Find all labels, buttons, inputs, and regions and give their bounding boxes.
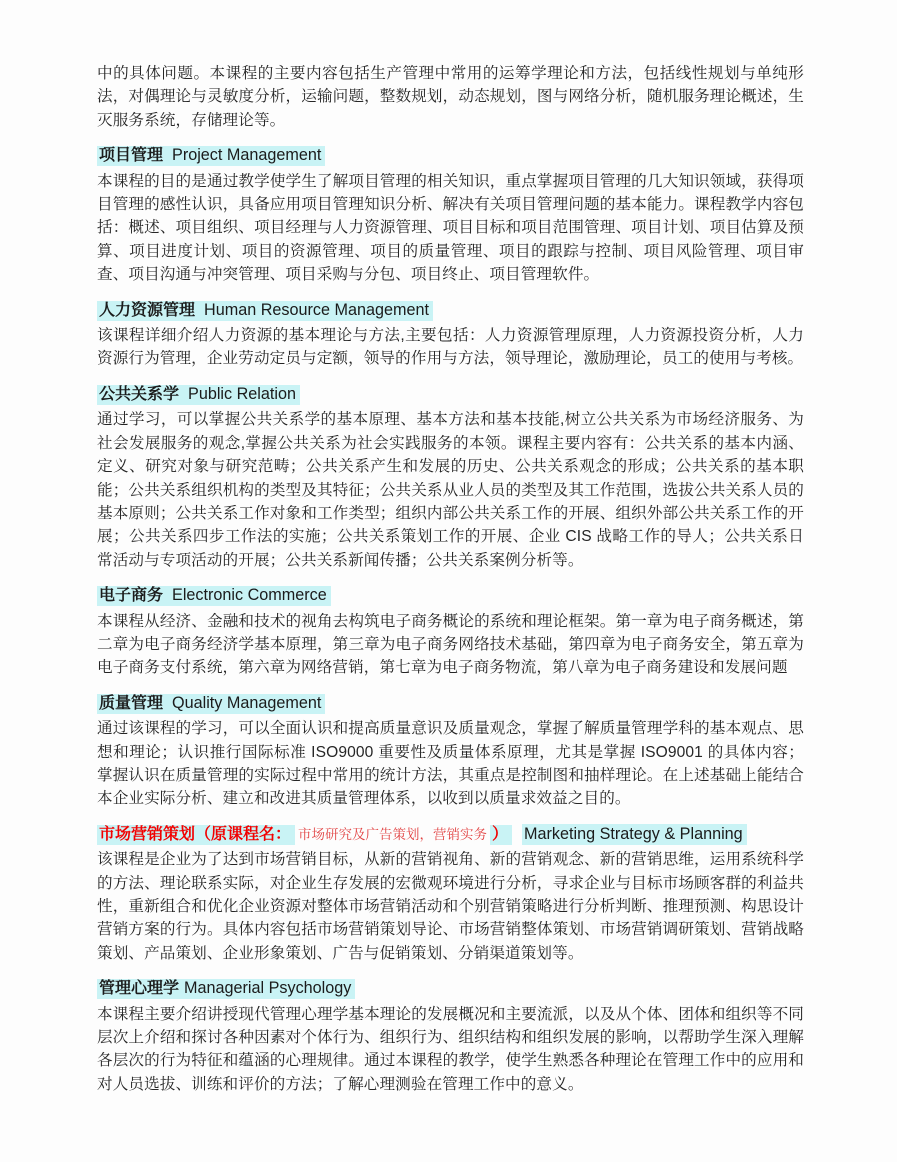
course-heading: [97, 144, 804, 167]
course-description: 本课程主要介绍讲授现代管理心理学基本理论的发展概况和主要流派，以及从个体、团体和组织等不同层次上介绍和探讨各种因素对个体行为、组织行为、组织结构和组织发展的影响，以帮助学生深入理解各层次的行为特征和蕴涵的心理规律。通过本课程的教学，使学生熟悉各种理论在管理工作中的应用和对人员选拔、训练和评价的方法；了解心理测验在管理工作中的意义。: [97, 1005, 804, 1093]
course-title-en: Marketing Strategy & Planning: [522, 824, 747, 845]
course-heading: [97, 692, 804, 715]
course-heading: [97, 977, 804, 1000]
course-title-en: Human Resource Management: [204, 300, 429, 319]
section-e-commerce: [97, 584, 804, 680]
course-title-zh: 市场营销策划（原课程名：: [97, 825, 295, 845]
course-heading: [97, 823, 804, 846]
course-title-zh: 管理心理学: [99, 980, 180, 998]
course-description: 该课程详细介绍人力资源的基本理论与方法,主要包括：人力资源管理原理，人力资源投资分析，人力资源行为管理，企业劳动定员与定额，领导的作用与方法，领导理论，激励理论，员工的使用与考核。: [97, 327, 804, 368]
course-title-zh: 电子商务: [99, 587, 164, 605]
course-description: 本课程的目的是通过教学使学生了解项目管理的相关知识，重点掌握项目管理的几大知识领域，获得项目管理的感性认识，具备应用项目管理知识分析、解决有关项目管理问题的基本能力。课程教学内容包括：概述、项目组织、项目经理与人力资源管理、项目目标和项目范围管理、项目计划、项目估算及预算、项目进度计划、项目的资源管理、项目的质量管理、项目的跟踪与控制、项目风险管理、项目审查、项目沟通与冲突管理、项目采购与分包、项目终止、项目管理软件。: [97, 172, 804, 284]
course-title-en: Public Relation: [188, 384, 296, 403]
course-heading: [97, 383, 804, 406]
heading-highlight: [97, 146, 325, 166]
course-title-close-paren: ）: [490, 825, 512, 845]
section-public-relation: [97, 383, 804, 572]
course-description: 该课程是企业为了达到市场营销目标，从新的营销视角、新的营销观念、新的营销思维，运用系统科学的方法、理论联系实际，对企业生存发展的宏微观环境进行分析，寻求企业与目标市场顾客群的利益共性，重新组合和优化企业资源对整体市场营销活动和个别营销策略进行分析判断、推理预测、构思设计营销方案的行为。具体内容包括市场营销策划导论、市场营销整体策划、市场营销调研策划、营销战略策划、产品策划、企业形象策划、广告与促销策划、分销渠道策划等。: [97, 851, 804, 962]
course-description: 通过学习，可以掌握公共关系学的基本原理、基本方法和基本技能,树立公共关系为市场经济服务、为社会发展服务的观念,掌握公共关系为社会实践服务的本领。课程主要内容有：公共关系的基本内涵、定义、研究对象与研究范畴；公共关系产生和发展的历史、公共关系观念的形成；公共关系的基本职能；公共关系组织机构的类型及其特征；公共关系从业人员的类型及其工作范围，选拔公共关系人员的基本原则；公共关系工作对象和工作类型；组织内部公共关系工作的开展、组织外部公共关系工作的开展；公共关系四步工作法的实施；公共关系策划工作的开展、企业 CIS 战略工作的导人；公共关系日常活动与专项活动的开展；公共关系新闻传播；公共关系案例分析等。: [97, 411, 804, 569]
course-title-zh: 质量管理: [99, 694, 164, 712]
section-marketing-planning: [97, 823, 804, 965]
course-title-en: Electronic Commerce: [172, 586, 327, 605]
course-title-en: Managerial Psychology: [184, 979, 352, 998]
course-title-zh: 人力资源管理: [99, 301, 196, 319]
section-hr-management: [97, 299, 804, 371]
heading-highlight: [97, 586, 331, 606]
heading-highlight: [97, 301, 433, 321]
heading-highlight: [97, 694, 325, 714]
course-title-former-name: 市场研究及广告策划，营销实务: [298, 826, 488, 842]
heading-highlight: [97, 385, 300, 405]
course-title-en: Project Management: [172, 146, 322, 165]
course-title-en: Quality Management: [172, 693, 322, 712]
course-title-zh: 项目管理: [99, 147, 164, 165]
heading-highlight: [97, 979, 355, 999]
section-managerial-psychology: [97, 977, 804, 1096]
course-title-zh: 公共关系学: [99, 385, 180, 403]
course-description: 本课程从经济、金融和技术的视角去构筑电子商务概论的系统和理论框架。第一章为电子商务概述，第二章为电子商务经济学基本原理，第三章为电子商务网络技术基础，第四章为电子商务安全，第五章为电子商务支付系统，第六章为网络营销，第七章为电子商务物流，第八章为电子商务建设和发展问题: [97, 612, 804, 677]
section-quality-management: [97, 692, 804, 811]
course-heading: [97, 584, 804, 607]
course-heading: [97, 299, 804, 322]
intro-paragraph: 中的具体问题。本课程的主要内容包括生产管理中常用的运筹学理论和方法，包括线性规划与单纯形法，对偶理论与灵敏度分析，运输问题，整数规划，动态规划，图与网络分析，随机服务理论概述，生灭服务系统，存储理论等。: [97, 65, 804, 129]
section-project-management: [97, 144, 804, 286]
course-description: 通过该课程的学习，可以全面认识和提高质量意识及质量观念，掌握了解质量管理学科的基本观点、思想和理论；认识推行国际标准 ISO9000 重要性及质量体系原理，尤其是掌握 ISO9001 的具体内容；掌握认识在质量管理的实际过程中常用的统计方法，其重点是控制图和抽样理论。在上述基础上能结合本企业实际分析、建立和改进其质量管理体系，以收到以质量求效益之目的。: [97, 720, 804, 808]
